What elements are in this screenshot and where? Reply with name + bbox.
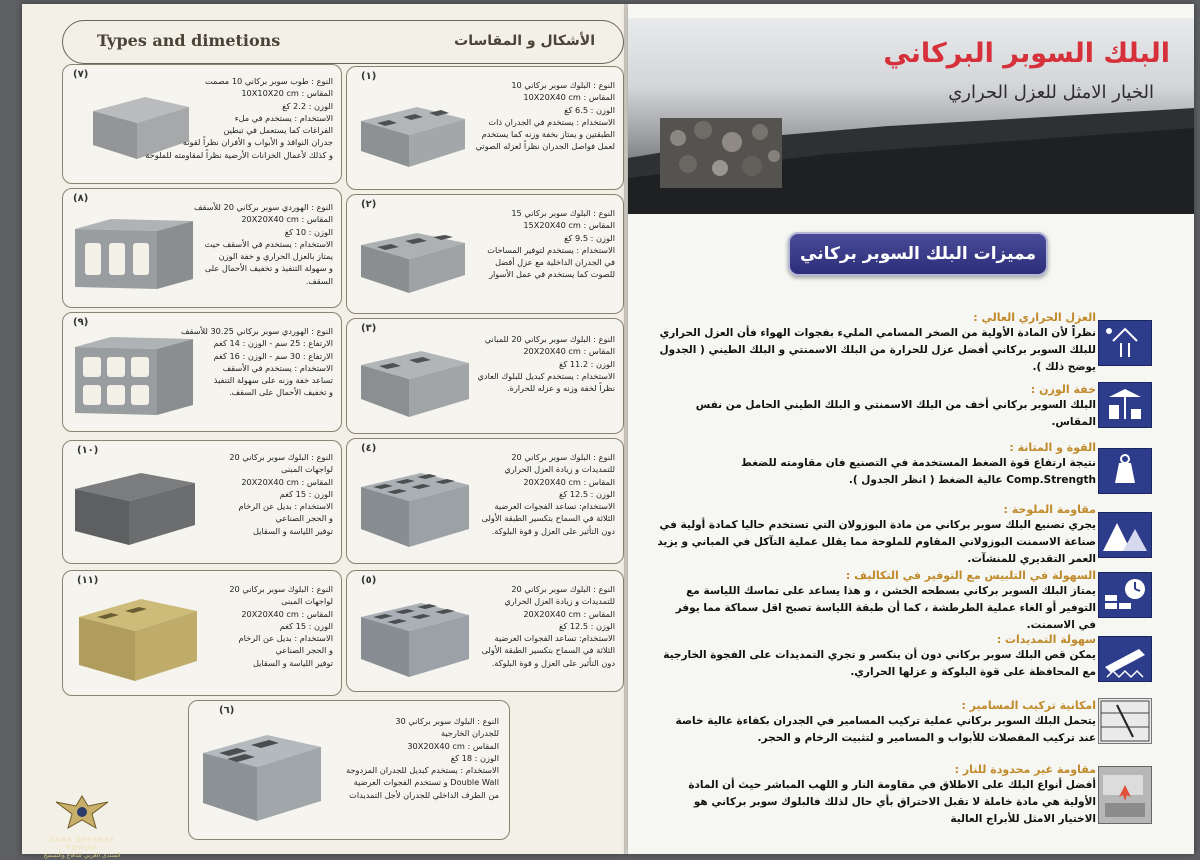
- block-image-icon: [355, 587, 475, 683]
- types-title-ar: الأشكال و المقاسات: [454, 33, 595, 49]
- block-card-11: [62, 570, 342, 696]
- card-number: (١٠): [77, 445, 99, 456]
- light-weight-icon: [1098, 382, 1152, 428]
- block-card-3: [346, 318, 624, 434]
- eagle-emblem-icon: [52, 792, 112, 832]
- strength-weight-icon: [1098, 448, 1152, 494]
- block-card-4: [346, 438, 624, 564]
- block-card-2: [346, 194, 624, 314]
- hero-banner: [628, 18, 1194, 214]
- volcanic-stone-image: [628, 108, 1194, 214]
- types-title-en: Types and dimetions: [97, 31, 281, 50]
- card-text: النوع : البلوك سوبر بركاني 20 للتمديدات و زيادة العزل الحراري المقاس : 20X20X40 cm الوزن : 12.5 كغ الاستخدام: تساعد الفجوات العرضية الثلاثة في السماح بتكسير الطبقة الأولى دون التأثير على العزل و قوة البلوكة.: [481, 584, 615, 668]
- card-text: النوع : الهوردي سوبر بركاني 20 للأسقف المقاس : 20X20X40 cm الوزن : 10 كغ الاستخدام : يستخدم في الأسقف حيث يمتاز بالعزل الحراري و خفة الوزن و سهولة التنفيذ و تخفيف الأحمال على السقف.: [194, 202, 333, 286]
- block-card-7: [62, 64, 342, 184]
- block-image-icon: [71, 203, 197, 295]
- hero-subtitle: الخيار الامثل للعزل الحراري: [948, 82, 1154, 103]
- block-image-icon: [71, 459, 201, 549]
- plaster-clock-icon: [1098, 572, 1152, 618]
- feature-nails: امكانية تركيب المسامير : يتحمل البلك السوبر بركاني عملية تركيب المسامير في الجدران بكفاءة عالية خاصة عند تركيب المفصلات للأبواب و المسامير و لتثبيت الرخام و الحجر.: [675, 699, 1096, 744]
- block-card-9: [62, 312, 342, 432]
- fire-resistance-icon: [1098, 766, 1152, 824]
- block-card-1: [346, 66, 624, 190]
- card-number: (٨): [73, 193, 89, 204]
- block-card-5: [346, 570, 624, 692]
- types-header: [62, 20, 624, 64]
- card-number: (١١): [77, 575, 99, 586]
- block-image-icon: [355, 213, 471, 297]
- card-number: (٦): [219, 705, 235, 716]
- feature-light-weight: خفة الوزن : البلك السوبر بركاني أخف من البلك الاسمنتي و البلك الطيني الحامل من نفس المقاس.: [695, 383, 1096, 428]
- block-image-icon: [197, 719, 327, 827]
- block-image-icon: [73, 587, 203, 687]
- card-number: (٥): [361, 575, 377, 586]
- card-number: (٢): [361, 199, 377, 210]
- watermark-line-1: ARAB DEFENSE FORUM: [49, 836, 115, 852]
- card-text: النوع : البلوك سوبر بركاني 10 المقاس : 10X20X40 cm الوزن : 6.5 كغ الاستخدام : يستخدم في الجدران ذات الطبقتين و يمتاز بخفة وزنه كما يستخدم لعمل فواصل الجدران نظراً لعزله الصوتي: [475, 80, 615, 152]
- block-image-icon: [355, 87, 471, 171]
- card-number: (١): [361, 71, 377, 82]
- card-text: النوع : البلوك سوبر بركاني 30 للجدران الخارجية المقاس : 30X20X40 cm الوزن : 18 كغ الاستخدام : يستخدم كبديل للجدران المزدوجة Double Wall و تستخدم الفجوات العرضية من الطرف الداخلي للجدران لأجل التمديدات: [346, 716, 499, 800]
- block-card-6: [188, 700, 510, 840]
- card-text: النوع : البلوك سوبر بركاني 20 لواجهات المبنى المقاس : 20X20X40 cm الوزن : 15 كغم الاستخدام : بديل عن الرخام و الحجر الصناعي توفير اللياسة و السقايل: [229, 584, 333, 668]
- left-page: [22, 4, 626, 859]
- watermark-logo: [32, 792, 132, 858]
- heat-insulation-icon: [1098, 320, 1152, 366]
- card-text: النوع : البلوك سوبر بركاني 15 المقاس : 15X20X40 cm الوزن : 9.5 كغ الاستخدام : يستخدم لتوفير المساحات في الجدران الداخلية مع عزل أفضل للصوت كما يستخدم في عمل الأسوار: [487, 208, 615, 280]
- salinity-pyramid-icon: [1098, 512, 1152, 558]
- block-card-8: [62, 188, 342, 308]
- card-text: النوع : البلوك سوبر بركاني 20 للتمديدات و زيادة العزل الحراري المقاس : 20X20X40 cm الوزن : 12.5 كغ الاستخدام: تساعد الفجوات العرضية الثلاثة في السماح بتكسير الطبقة الأولى دون التأثير على العزل و قوة البلوكة.: [481, 452, 615, 536]
- feature-salinity: مقاومة الملوحة : يجري تصنيع البلك سوبر بركاني من مادة البوزولان التي تستخدم حاليا كمادة أولية في صناعة الاسمنت البوزولاني المقاوم للملوحة مما يقلل عملية التآكل في المباني و يزيد العمر التقديري للمنشآت.: [657, 503, 1096, 565]
- block-image-icon: [355, 333, 475, 421]
- block-image-icon: [71, 325, 197, 421]
- card-number: (٤): [361, 443, 377, 454]
- card-number: (٧): [73, 69, 89, 80]
- feature-heat-insulation: العزل الحراري العالي : نظراً لأن المادة الأولية من الصخر المسامي المليء بفجوات الهواء فأن العزل الحراري للبلك السوبر بركاني أفضل عزل للحرارة من البلك الاسمنتي و البلك الطيني ( الجدول يوضح ذلك ).: [659, 311, 1096, 373]
- feature-plastering: السهولة في التلبيس مع التوفير في التكاليف : يمتاز البلك السوبر بركاني بسطحه الخشن ، و هذا يساعد على تماسك اللياسة مع التوفير أو الغاء عملية الطرطشة ، كما أن طبقة اللياسة تصبح اقل سماكة مما يوفر في الاسمنت.: [675, 569, 1096, 631]
- card-text: النوع : البلوك سوبر بركاني 20 للمباني المقاس : 20X20X40 cm الوزن : 11.2 كغ الاستخدام : يستخدم كبديل للبلوك العادي نظراً لخفة وزنه و عزله للحرارة.: [477, 334, 615, 394]
- watermark-line-2: المنتدى العربي للدفاع والتسليح: [43, 852, 121, 859]
- feature-strength: القوة و المتانة : نتيجة ارتفاع قوة الضغط المستخدمة في التصنيع فان مقاومته للضغط Comp.Strength عالية الضغط ( انظر الجدول ).: [740, 441, 1096, 486]
- block-card-10: [62, 440, 342, 564]
- feature-fire-resistance: مقاومة غير محدودة للنار : أفضل أنواع البلك على الاطلاق في مقاومة النار و اللهب المباشر حيث أن المادة الأولية هي مادة خاملة لا تقبل الاحتراق بأي حال لذلك فالبلوك سوبر بركاني هو الاختيار الامثل للأبراج العالية: [688, 763, 1096, 825]
- features-heading-button: مميزات البلك السوبر بركاني: [788, 232, 1048, 276]
- card-text: النوع : البلوك سوبر بركاني 20 لواجهات المبنى المقاس : 20X20X40 cm الوزن : 15 كغم الاستخدام : بديل عن الرخام و الحجر الصناعي توفير اللياسة و السقايل: [229, 452, 333, 536]
- saw-cutting-icon: [1098, 636, 1152, 682]
- nail-install-icon: [1098, 698, 1152, 744]
- block-image-icon: [355, 457, 475, 553]
- feature-extensions: سهولة التمديدات : يمكن قص البلك سوبر بركاني دون أن ينكسر و تجري التمديدات على الفجوة الخارجية مع المحافظة على قوة البلوكة و عزلها الحراري.: [663, 633, 1096, 678]
- card-number: (٣): [361, 323, 377, 334]
- card-text: النوع : طوب سوبر بركاني 10 مصمت المقاس : 10X10X20 cm الوزن : 2.2 كغ الاستخدام : يستخدم في ملء الفراغات كما يستعمل في تبطين جدران النوافذ و الأبواب و الأفران نظراً لقوته و كذلك لأعمال الخزانات الأرضية نظراً لمقاومته للملوحة: [145, 76, 333, 160]
- card-text: النوع : الهوردي سوبر بركاني 30.25 للأسقف الارتفاع : 25 سم - الوزن : 14 كغم الارتفاع : 30 سم - الوزن : 16 كغم الاستخدام : يستخدم في الأسقف تساعد خفة وزنه على سهولة التنفيذ و تخفيف الأحمال على السقف.: [180, 326, 333, 398]
- card-number: (٩): [73, 317, 89, 328]
- hero-title: البلك السوبر البركاني: [883, 38, 1170, 69]
- right-page: [628, 4, 1194, 854]
